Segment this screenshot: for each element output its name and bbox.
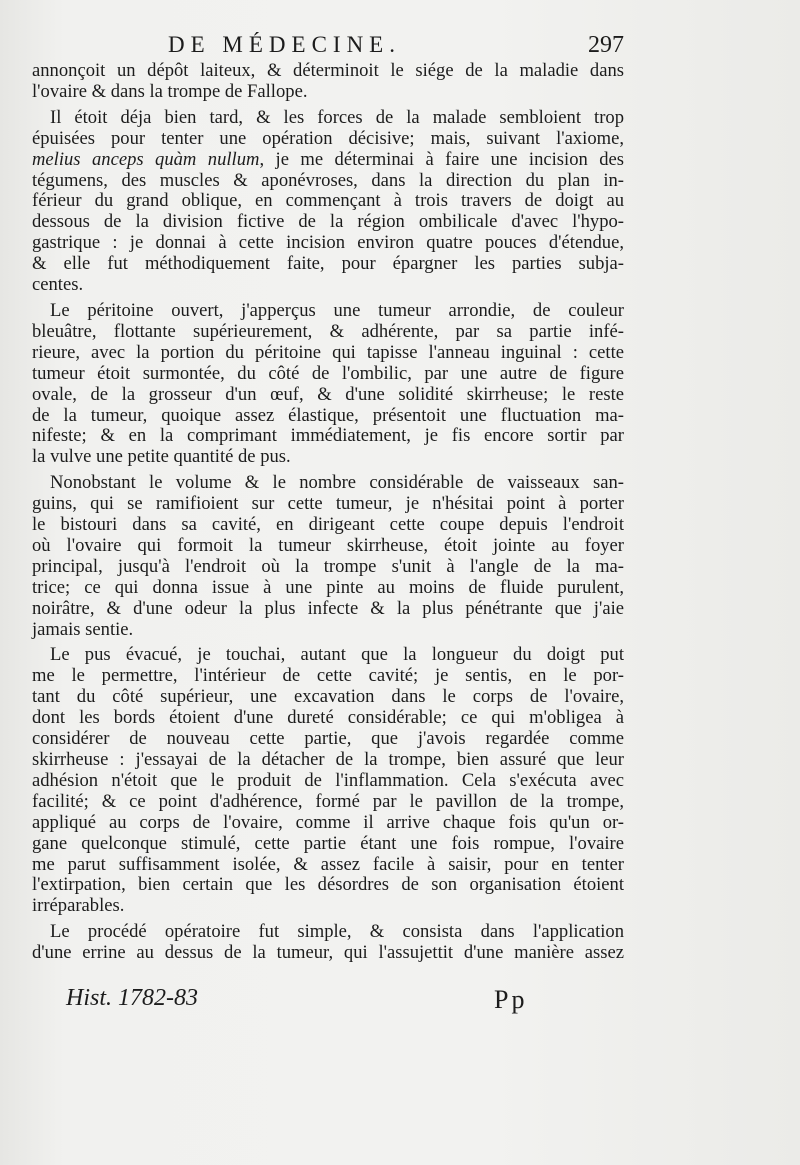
paragraph (32, 922, 624, 964)
text-line: guins, qui se ramifioient sur cette tumeur, je n'hésitai point à porter (32, 493, 624, 515)
text-line: annonçoit un dépôt laiteux, & déterminoit le siége de la maladie dans (32, 60, 624, 81)
gathering-mark: Pp (494, 985, 528, 1014)
text-line: tumeur étoit surmontée, du côté de l'ombilic, par une autre de figure (32, 362, 624, 384)
paragraph (32, 108, 624, 296)
text-line: facilité; & ce point d'adhérence, formé par le pavillon de la trompe, (32, 790, 624, 812)
page-number: 297 (588, 32, 624, 58)
running-title: DE MÉDECINE. (168, 32, 401, 57)
latin-axiom: melius anceps quàm nullum (32, 148, 260, 170)
text-line: adhésion n'étoit que le produit de l'inflammation. Cela s'exécuta avec (32, 769, 624, 791)
text-line: dessous de la division fictive de la région ombilicale d'avec l'hypo- (32, 211, 624, 233)
text-line: appliqué au corps de l'ovaire, comme il arrive chaque fois qu'un or- (32, 811, 624, 833)
text-line: rieure, avec la portion du péritoine qui tapisse l'anneau inguinal : cette (32, 341, 624, 363)
page-footer (0, 985, 800, 1025)
text-line: l'ovaire & dans la trompe de Fallope. (32, 80, 308, 102)
text-line: me parut suffisamment isolée, & assez facile à saisir, pour en tenter (32, 853, 624, 875)
text-line: trice; ce qui donna issue à une pinte au moins de fluide purulent, (32, 576, 624, 598)
paragraph (32, 61, 624, 103)
text-line: l'extirpation, bien certain que les désordres de son organisation étoient (32, 874, 624, 896)
text-line: principal, jusqu'à l'endroit où la trompe s'unit à l'angle de la ma- (32, 555, 624, 577)
paragraph (32, 473, 624, 640)
text-line: nifeste; & en la comprimant immédiatement, je fis encore sortir par (32, 425, 624, 447)
text-line: bleuâtre, flottante supérieurement, & adhérente, par sa partie infé- (32, 320, 624, 342)
text-line: tégumens, des muscles & aponévroses, dans la direction du plan in- (32, 169, 624, 191)
paragraph (32, 645, 624, 917)
text-line: de la tumeur, quoique assez élastique, présentoit une fluctuation ma- (32, 404, 624, 426)
text-line: Le pus évacué, je touchai, autant que la longueur du doigt put (50, 644, 624, 666)
paragraph (32, 301, 624, 468)
text-line: férieur du grand oblique, en commençant à trois travers de doigt au (32, 190, 624, 212)
text-line: la vulve une petite quantité de pus. (32, 446, 291, 468)
text-line: skirrheuse : j'essayai de la détacher de la trompe, bien assuré que leur (32, 749, 624, 770)
text-line: Nonobstant le volume & le nombre considérable de vaisseaux san- (50, 472, 624, 494)
text-line: tant du côté supérieur, une excavation dans le corps de l'ovaire, (32, 686, 624, 708)
text-line: d'une errine au dessus de la tumeur, qui l'assujettit d'une manière assez (32, 942, 624, 964)
body-text (32, 61, 624, 969)
text-line: où l'ovaire qui formoit la tumeur skirrheuse, étoit jointe au foyer (32, 534, 624, 556)
text-line: noirâtre, & d'une odeur la plus infecte & la plus pénétrante que j'aie (32, 597, 624, 619)
text-line: melius anceps quàm nullum, je me déterminai à faire une incision des (32, 148, 625, 170)
text-line: irréparables. (32, 895, 125, 917)
text-line: gastrique : je donnai à cette incision environ quatre pouces d'étendue, (32, 232, 624, 254)
volume-signature: Hist. 1782-83 (66, 985, 198, 1011)
text-line: jamais sentie. (32, 618, 134, 640)
text-line: Il étoit déja bien tard, & les forces de la malade sembloient trop (50, 106, 624, 128)
text-line: dont les bords étoient d'une dureté considérable; ce qui m'obligea à (32, 707, 624, 729)
text-line: ovale, de la grosseur d'un œuf, & d'une solidité skirrheuse; le reste (32, 383, 624, 405)
text-line: me le permettre, l'intérieur de cette cavité; je sentis, en le por- (32, 665, 624, 687)
text-line: Le péritoine ouvert, j'apperçus une tumeur arrondie, de couleur (50, 299, 624, 321)
text-line: Le procédé opératoire fut simple, & consista dans l'application (50, 921, 624, 943)
text-line: centes. (32, 274, 84, 296)
text-line: épuisées pour tenter une opération décisive; mais, suivant l'axiome, (32, 127, 624, 149)
text-line: gane quelconque stimulé, cette partie étant une fois rompue, l'ovaire (32, 832, 624, 854)
text-line: considérer de nouveau cette partie, que j'avois regardée comme (32, 728, 624, 750)
text-line: & elle fut méthodiquement faite, pour épargner les parties subja- (32, 253, 624, 275)
text-line: le bistouri dans sa cavité, en dirigeant cette coupe depuis l'endroit (32, 514, 624, 536)
